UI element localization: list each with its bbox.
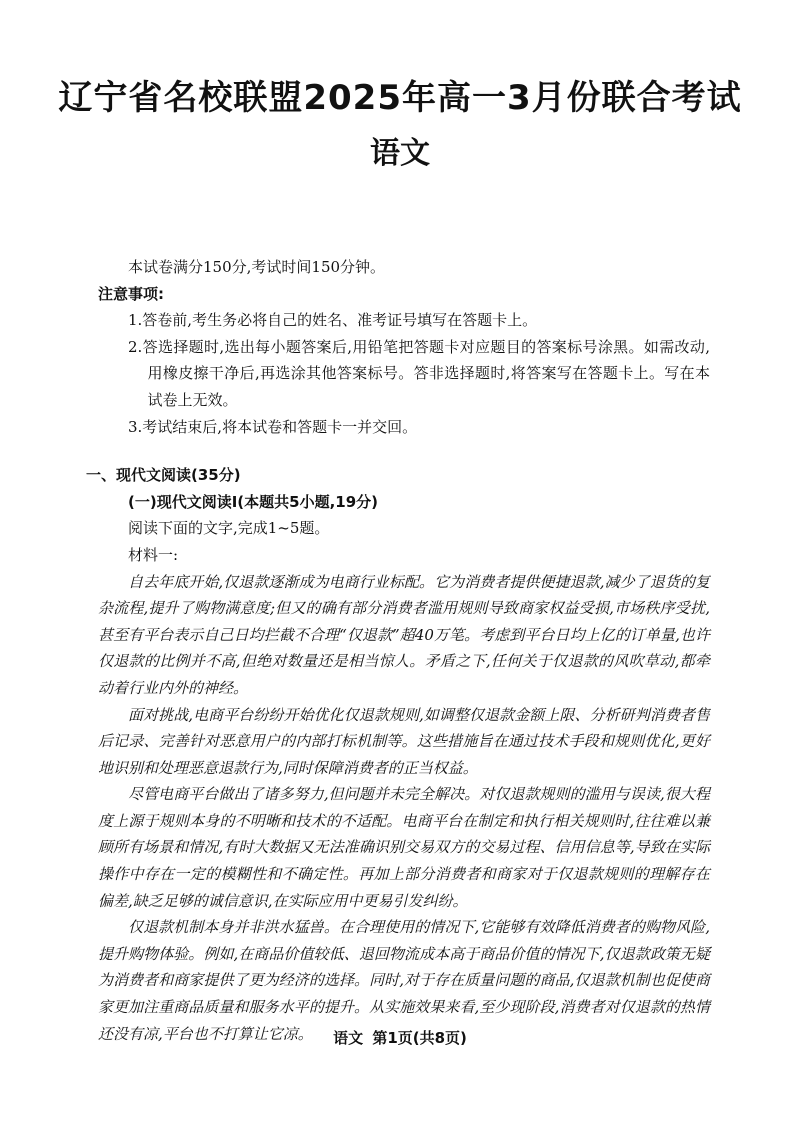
material-paragraph-2: 面对挑战,电商平台纷纷开始优化仅退款规则,如调整仅退款金额上限、分析研判消费者售后记录、完善针对恶意用户的内部打标机制等。这些措施旨在通过技术手段和规则优化,更好地识别和处理恶意退款行为,同时保障消费者的正当权益。 bbox=[98, 705, 710, 777]
material-paragraph-3: 尽管电商平台做出了诸多努力,但问题并未完全解决。对仅退款规则的滥用与误读,很大程度上源于规则本身的不明晰和技术的不适配。电商平台在制定和执行相关规则时,往往难以兼顾所有场景和情况,有时大数据又无法准确识别交易双方的交易过程、信用信息等,导致在实际操作中存在一定的模糊性和不确定性。再加上部分消费者和商家对于仅退款规则的理解存在偏差,缺乏足够的诚信意识,在实际应用中更易引发纠纷。 bbox=[98, 785, 710, 910]
exam-title: 辽宁省名校联盟2025年高一3月份联合考试 bbox=[58, 78, 742, 118]
notes-heading: 注意事项: bbox=[98, 284, 164, 303]
page-footer: 语文 第1页(共8页) bbox=[333, 1029, 467, 1047]
reading-instruction: 阅读下面的文字,完成1~5题。 bbox=[128, 519, 330, 538]
section-subheading: (一)现代文阅读Ⅰ(本题共5小题,19分) bbox=[128, 492, 379, 511]
note-item-3: 3.考试结束后,将本试卷和答题卡一并交回。 bbox=[128, 417, 418, 436]
material-label: 材料一: bbox=[128, 545, 179, 564]
material-paragraph-1: 自去年底开始,仅退款逐渐成为电商行业标配。它为消费者提供便捷退款,减少了退货的复杂流程,提升了购物满意度;但又的确有部分消费者滥用规则导致商家权益受损,市场秩序受扰,甚至有平台表示自己日均拦截不合理“仅退款”超40万笔。考虑到平台日均上亿的订单量,也许仅退款的比例并不高,但绝对数量还是相当惊人。矛盾之下,任何关于仅退款的风吹草动,都牵动着行业内外的神经。 bbox=[98, 572, 710, 697]
exam-content bbox=[86, 254, 710, 1047]
subject-title: 语文 bbox=[370, 136, 430, 171]
note-item-2: 2.答选择题时,选出每小题答案后,用铅笔把答题卡对应题目的答案标号涂黑。如需改动,用橡皮擦干净后,再选涂其他答案标号。答非选择题时,将答案写在答题卡上。写在本试卷上无效。 bbox=[128, 337, 710, 409]
section-heading: 一、现代文阅读(35分) bbox=[86, 466, 241, 485]
note-item-1: 1.答卷前,考生务必将自己的姓名、准考证号填写在答题卡上。 bbox=[128, 311, 538, 330]
material-paragraph-4: 仅退款机制本身并非洪水猛兽。在合理使用的情况下,它能够有效降低消费者的购物风险,提升购物体验。例如,在商品价值较低、退回物流成本高于商品价值的情况下,仅退款政策无疑为消费者和商家提供了更为经济的选择。同时,对于存在质量问题的商品,仅退款机制也促使商家更加注重商品质量和服务水平的提升。从实施效果来看,至少现阶段,消费者对仅退款的热情还没有凉,平台也不打算让它凉。 bbox=[98, 918, 710, 1043]
spacer bbox=[98, 440, 710, 462]
exam-intro: 本试卷满分150分,考试时间150分钟。 bbox=[128, 258, 386, 276]
